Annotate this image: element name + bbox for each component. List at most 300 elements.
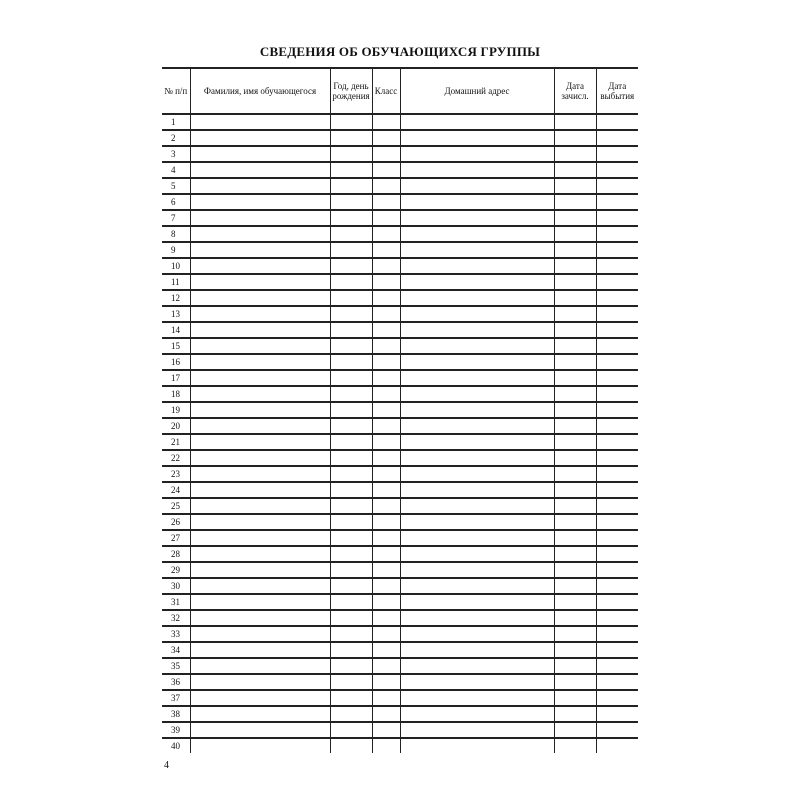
birth-cell[interactable] [330,258,372,274]
name-cell[interactable] [190,274,330,290]
address-cell[interactable] [400,370,554,386]
name-cell[interactable] [190,690,330,706]
table-row [162,690,638,706]
class-cell[interactable] [372,498,400,514]
table-row [162,418,638,434]
address-cell[interactable] [400,738,554,753]
enrolled-cell[interactable] [554,322,596,338]
birth-cell[interactable] [330,466,372,482]
left-cell[interactable] [596,434,638,450]
enrolled-cell[interactable] [554,450,596,466]
class-cell[interactable] [372,162,400,178]
address-cell[interactable] [400,210,554,226]
birth-cell[interactable] [330,578,372,594]
enrolled-cell[interactable] [554,162,596,178]
table-header-row [162,68,638,114]
students-table [162,67,638,753]
left-cell[interactable] [596,722,638,738]
name-cell[interactable] [190,386,330,402]
name-cell[interactable] [190,354,330,370]
address-cell[interactable] [400,658,554,674]
table-row [162,658,638,674]
name-cell[interactable] [190,642,330,658]
table-row [162,306,638,322]
left-cell[interactable] [596,226,638,242]
left-cell[interactable] [596,450,638,466]
address-cell[interactable] [400,514,554,530]
enrolled-cell[interactable] [554,306,596,322]
name-cell[interactable] [190,562,330,578]
row-number-cell: 3 [162,146,190,162]
row-number-cell: 25 [162,498,190,514]
name-cell[interactable] [190,578,330,594]
address-cell[interactable] [400,610,554,626]
class-cell[interactable] [372,738,400,753]
name-cell[interactable] [190,498,330,514]
row-number-cell: 37 [162,690,190,706]
address-cell[interactable] [400,386,554,402]
class-cell[interactable] [372,370,400,386]
left-cell[interactable] [596,578,638,594]
class-cell[interactable] [372,274,400,290]
birth-cell[interactable] [330,114,372,130]
birth-cell[interactable] [330,178,372,194]
enrolled-cell[interactable] [554,498,596,514]
enrolled-cell[interactable] [554,258,596,274]
class-cell[interactable] [372,242,400,258]
birth-cell[interactable] [330,610,372,626]
name-cell[interactable] [190,210,330,226]
left-cell[interactable] [596,322,638,338]
name-cell[interactable] [190,402,330,418]
birth-cell[interactable] [330,402,372,418]
class-cell[interactable] [372,210,400,226]
left-cell[interactable] [596,402,638,418]
class-cell[interactable] [372,322,400,338]
address-cell[interactable] [400,466,554,482]
enrolled-cell[interactable] [554,226,596,242]
class-cell[interactable] [372,418,400,434]
class-cell[interactable] [372,706,400,722]
left-cell[interactable] [596,546,638,562]
address-cell[interactable] [400,530,554,546]
row-number-cell: 36 [162,674,190,690]
address-cell[interactable] [400,306,554,322]
class-cell[interactable] [372,338,400,354]
row-number-cell: 39 [162,722,190,738]
table-row [162,706,638,722]
table-row [162,258,638,274]
row-number-cell: 2 [162,130,190,146]
address-cell[interactable] [400,178,554,194]
birth-cell[interactable] [330,386,372,402]
birth-cell[interactable] [330,562,372,578]
table-row [162,498,638,514]
enrolled-cell[interactable] [554,194,596,210]
name-cell[interactable] [190,194,330,210]
enrolled-cell[interactable] [554,146,596,162]
class-cell[interactable] [372,146,400,162]
enrolled-cell[interactable] [554,482,596,498]
enrolled-cell[interactable] [554,274,596,290]
birth-cell[interactable] [330,210,372,226]
birth-cell[interactable] [330,162,372,178]
birth-cell[interactable] [330,146,372,162]
address-cell[interactable] [400,562,554,578]
column-header-enrolled: Дата зачисл. [554,68,596,114]
class-cell[interactable] [372,594,400,610]
address-cell[interactable] [400,546,554,562]
address-cell[interactable] [400,626,554,642]
enrolled-cell[interactable] [554,674,596,690]
address-cell[interactable] [400,290,554,306]
left-cell[interactable] [596,210,638,226]
name-cell[interactable] [190,130,330,146]
left-cell[interactable] [596,626,638,642]
enrolled-cell[interactable] [554,402,596,418]
name-cell[interactable] [190,482,330,498]
enrolled-cell[interactable] [554,642,596,658]
enrolled-cell[interactable] [554,114,596,130]
row-number-cell: 14 [162,322,190,338]
table-row [162,322,638,338]
birth-cell[interactable] [330,434,372,450]
birth-cell[interactable] [330,722,372,738]
address-cell[interactable] [400,114,554,130]
name-cell[interactable] [190,674,330,690]
address-cell[interactable] [400,162,554,178]
enrolled-cell[interactable] [554,578,596,594]
name-cell[interactable] [190,738,330,753]
birth-cell[interactable] [330,450,372,466]
class-cell[interactable] [372,690,400,706]
address-cell[interactable] [400,594,554,610]
left-cell[interactable] [596,690,638,706]
birth-cell[interactable] [330,322,372,338]
name-cell[interactable] [190,450,330,466]
enrolled-cell[interactable] [554,370,596,386]
birth-cell[interactable] [330,594,372,610]
class-cell[interactable] [372,450,400,466]
address-cell[interactable] [400,674,554,690]
address-cell[interactable] [400,146,554,162]
class-cell[interactable] [372,226,400,242]
left-cell[interactable] [596,306,638,322]
table-row [162,210,638,226]
left-cell[interactable] [596,178,638,194]
table-row [162,226,638,242]
row-number-cell: 31 [162,594,190,610]
name-cell[interactable] [190,466,330,482]
class-cell[interactable] [372,178,400,194]
enrolled-cell[interactable] [554,354,596,370]
birth-cell[interactable] [330,498,372,514]
row-number-cell: 23 [162,466,190,482]
left-cell[interactable] [596,338,638,354]
row-number-cell: 13 [162,306,190,322]
name-cell[interactable] [190,722,330,738]
address-cell[interactable] [400,482,554,498]
class-cell[interactable] [372,546,400,562]
class-cell[interactable] [372,562,400,578]
name-cell[interactable] [190,338,330,354]
address-cell[interactable] [400,578,554,594]
class-cell[interactable] [372,466,400,482]
birth-cell[interactable] [330,738,372,753]
address-cell[interactable] [400,706,554,722]
name-cell[interactable] [190,146,330,162]
address-cell[interactable] [400,258,554,274]
name-cell[interactable] [190,322,330,338]
table-row [162,354,638,370]
class-cell[interactable] [372,114,400,130]
row-number-cell: 34 [162,642,190,658]
address-cell[interactable] [400,690,554,706]
class-cell[interactable] [372,386,400,402]
column-header-address: Домашний адрес [400,68,554,114]
table-row [162,466,638,482]
name-cell[interactable] [190,434,330,450]
enrolled-cell[interactable] [554,210,596,226]
address-cell[interactable] [400,226,554,242]
name-cell[interactable] [190,114,330,130]
name-cell[interactable] [190,530,330,546]
class-cell[interactable] [372,130,400,146]
address-cell[interactable] [400,450,554,466]
address-cell[interactable] [400,418,554,434]
address-cell[interactable] [400,130,554,146]
address-cell[interactable] [400,722,554,738]
left-cell[interactable] [596,482,638,498]
class-cell[interactable] [372,258,400,274]
table-row [162,386,638,402]
birth-cell[interactable] [330,226,372,242]
address-cell[interactable] [400,354,554,370]
address-cell[interactable] [400,642,554,658]
table-row [162,482,638,498]
table-row [162,610,638,626]
class-cell[interactable] [372,610,400,626]
class-cell[interactable] [372,306,400,322]
birth-cell[interactable] [330,658,372,674]
birth-cell[interactable] [330,706,372,722]
name-cell[interactable] [190,306,330,322]
column-header-birth: Год, день рождения [330,68,372,114]
class-cell[interactable] [372,290,400,306]
enrolled-cell[interactable] [554,594,596,610]
birth-cell[interactable] [330,290,372,306]
name-cell[interactable] [190,626,330,642]
left-cell[interactable] [596,114,638,130]
enrolled-cell[interactable] [554,690,596,706]
table-row [162,194,638,210]
birth-cell[interactable] [330,642,372,658]
birth-cell[interactable] [330,130,372,146]
enrolled-cell[interactable] [554,514,596,530]
class-cell[interactable] [372,434,400,450]
table-row [162,274,638,290]
left-cell[interactable] [596,658,638,674]
address-cell[interactable] [400,434,554,450]
left-cell[interactable] [596,162,638,178]
row-number-cell: 24 [162,482,190,498]
enrolled-cell[interactable] [554,658,596,674]
enrolled-cell[interactable] [554,386,596,402]
birth-cell[interactable] [330,370,372,386]
address-cell[interactable] [400,322,554,338]
enrolled-cell[interactable] [554,610,596,626]
enrolled-cell[interactable] [554,562,596,578]
class-cell[interactable] [372,578,400,594]
birth-cell[interactable] [330,194,372,210]
row-number-cell: 7 [162,210,190,226]
left-cell[interactable] [596,274,638,290]
row-number-cell: 30 [162,578,190,594]
name-cell[interactable] [190,162,330,178]
column-header-number: № п/п [162,68,190,114]
name-cell[interactable] [190,658,330,674]
address-cell[interactable] [400,274,554,290]
left-cell[interactable] [596,610,638,626]
row-number-cell: 20 [162,418,190,434]
table-row [162,626,638,642]
birth-cell[interactable] [330,338,372,354]
left-cell[interactable] [596,562,638,578]
enrolled-cell[interactable] [554,546,596,562]
row-number-cell: 28 [162,546,190,562]
enrolled-cell[interactable] [554,338,596,354]
birth-cell[interactable] [330,546,372,562]
left-cell[interactable] [596,290,638,306]
name-cell[interactable] [190,594,330,610]
name-cell[interactable] [190,706,330,722]
left-cell[interactable] [596,498,638,514]
enrolled-cell[interactable] [554,434,596,450]
class-cell[interactable] [372,658,400,674]
birth-cell[interactable] [330,274,372,290]
enrolled-cell[interactable] [554,722,596,738]
class-cell[interactable] [372,626,400,642]
left-cell[interactable] [596,418,638,434]
name-cell[interactable] [190,178,330,194]
left-cell[interactable] [596,642,638,658]
name-cell[interactable] [190,418,330,434]
class-cell[interactable] [372,530,400,546]
class-cell[interactable] [372,642,400,658]
enrolled-cell[interactable] [554,242,596,258]
birth-cell[interactable] [330,306,372,322]
left-cell[interactable] [596,530,638,546]
table-row [162,290,638,306]
table-row [162,114,638,130]
enrolled-cell[interactable] [554,130,596,146]
birth-cell[interactable] [330,418,372,434]
left-cell[interactable] [596,594,638,610]
left-cell[interactable] [596,674,638,690]
name-cell[interactable] [190,258,330,274]
row-number-cell: 40 [171,741,180,751]
address-cell[interactable] [400,242,554,258]
enrolled-cell[interactable] [554,466,596,482]
class-cell[interactable] [372,194,400,210]
name-cell[interactable] [190,546,330,562]
column-header-name: Фамилия, имя обучающегося [190,68,330,114]
name-cell[interactable] [190,610,330,626]
row-number-cell: 6 [162,194,190,210]
left-cell[interactable] [596,466,638,482]
left-cell[interactable] [596,706,638,722]
row-number-cell: 9 [162,242,190,258]
address-cell[interactable] [400,402,554,418]
table-row [162,450,638,466]
row-number-cell: 4 [162,162,190,178]
enrolled-cell[interactable] [554,738,596,753]
left-cell[interactable] [596,258,638,274]
left-cell[interactable] [596,514,638,530]
table-row [162,434,638,450]
row-number-cell: 32 [162,610,190,626]
birth-cell[interactable] [330,530,372,546]
left-cell[interactable] [596,386,638,402]
birth-cell[interactable] [330,674,372,690]
birth-cell[interactable] [330,626,372,642]
class-cell[interactable] [372,402,400,418]
row-number-cell: 12 [162,290,190,306]
class-cell[interactable] [372,722,400,738]
birth-cell[interactable] [330,354,372,370]
class-cell[interactable] [372,482,400,498]
class-cell[interactable] [372,354,400,370]
name-cell[interactable] [190,290,330,306]
table-row [162,562,638,578]
enrolled-cell[interactable] [554,178,596,194]
left-cell[interactable] [596,194,638,210]
left-cell[interactable] [596,738,638,753]
row-number-cell: 27 [162,530,190,546]
address-cell[interactable] [400,498,554,514]
table-row [162,738,638,753]
left-cell[interactable] [596,146,638,162]
row-number-cell: 29 [162,562,190,578]
enrolled-cell[interactable] [554,418,596,434]
enrolled-cell[interactable] [554,290,596,306]
address-cell[interactable] [400,194,554,210]
address-cell[interactable] [400,338,554,354]
name-cell[interactable] [190,370,330,386]
enrolled-cell[interactable] [554,626,596,642]
column-header-left: Дата выбытия [596,68,638,114]
class-cell[interactable] [372,674,400,690]
table-row [162,546,638,562]
name-cell[interactable] [190,242,330,258]
name-cell[interactable] [190,226,330,242]
left-cell[interactable] [596,354,638,370]
enrolled-cell[interactable] [554,706,596,722]
left-cell[interactable] [596,370,638,386]
table-row [162,642,638,658]
name-cell[interactable] [190,514,330,530]
birth-cell[interactable] [330,242,372,258]
left-cell[interactable] [596,130,638,146]
row-number-cell: 11 [162,274,190,290]
class-cell[interactable] [372,514,400,530]
left-cell[interactable] [596,242,638,258]
enrolled-cell[interactable] [554,530,596,546]
birth-cell[interactable] [330,690,372,706]
birth-cell[interactable] [330,514,372,530]
column-header-class: Класс [372,68,400,114]
birth-cell[interactable] [330,482,372,498]
